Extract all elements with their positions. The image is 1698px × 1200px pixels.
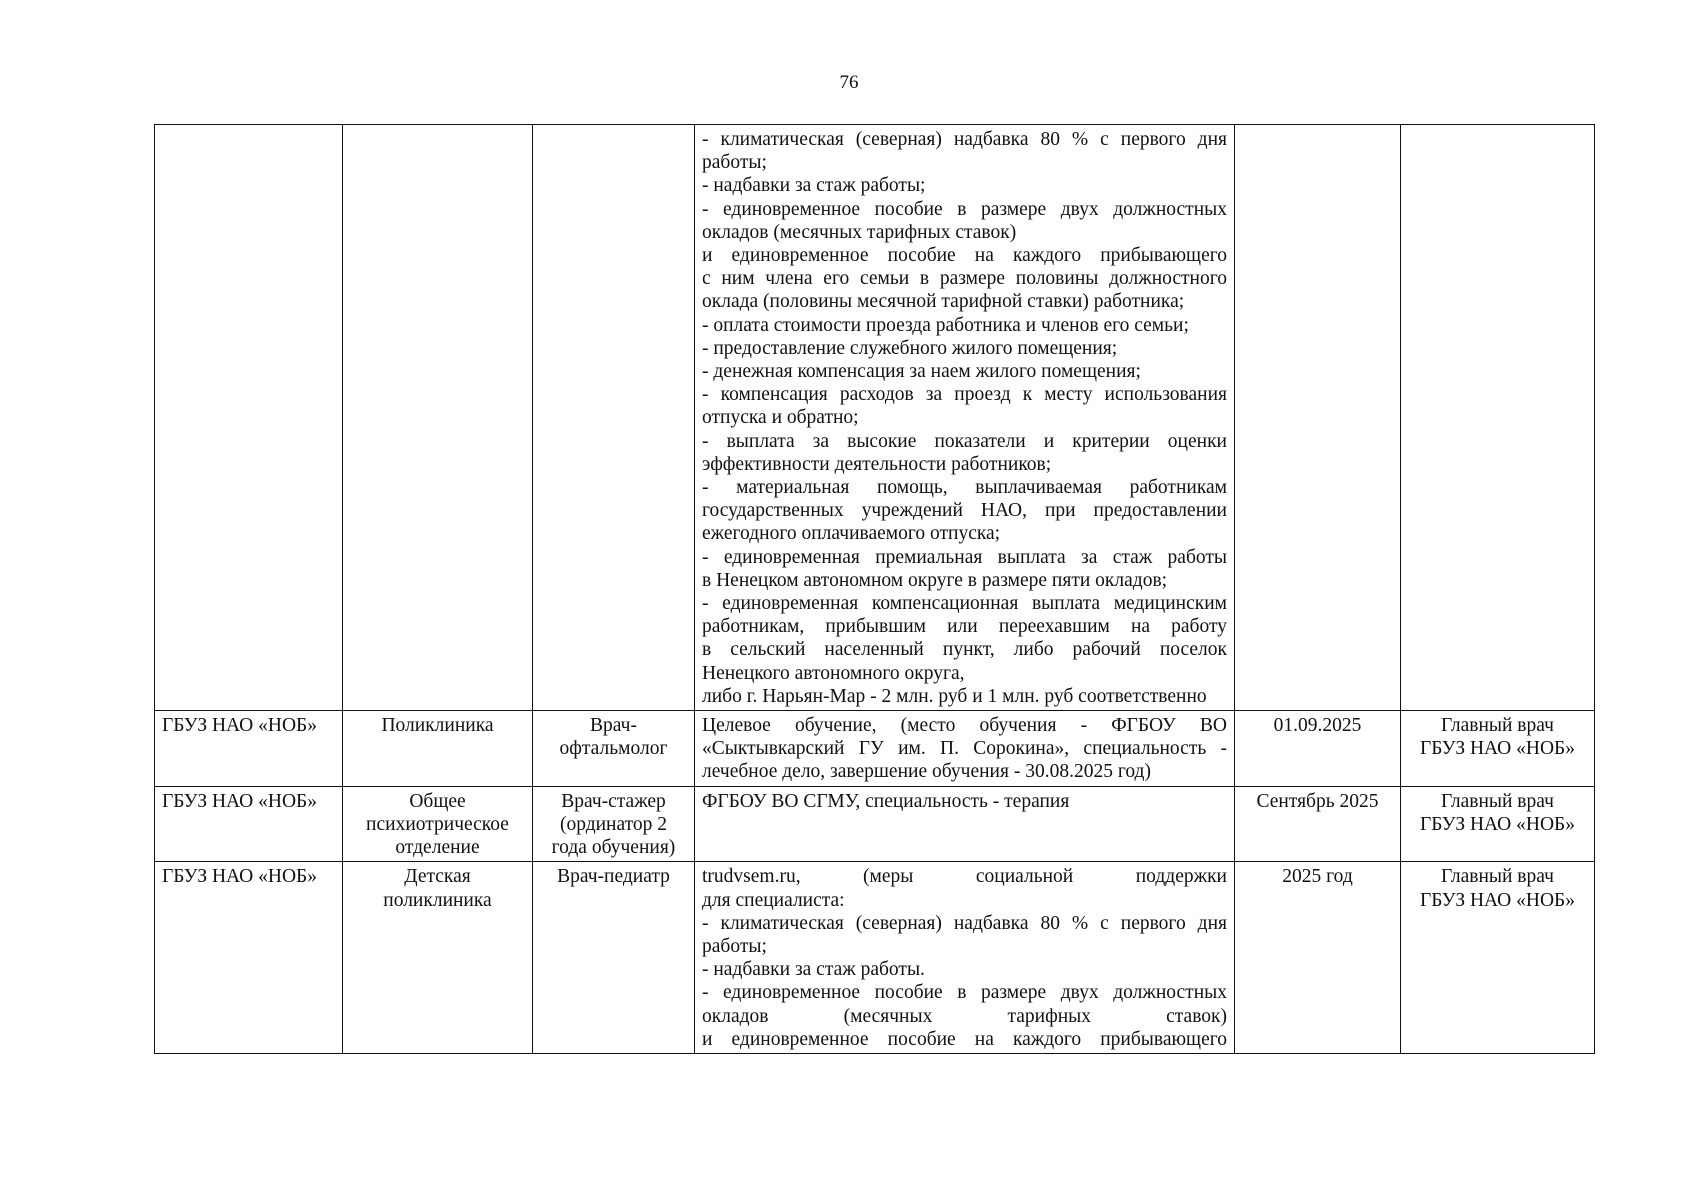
position-cell <box>533 125 695 711</box>
department-cell <box>343 125 533 711</box>
unit-line: Детская <box>404 866 471 888</box>
contact-line: ГБУЗ НАО «НОБ» <box>1420 738 1575 760</box>
description-line: - материальная помощь, выплачиваемая работникам <box>702 477 1227 499</box>
unit-line: поликлиника <box>383 889 492 911</box>
description-cell <box>695 125 1235 711</box>
description-line: и единовременное пособие на каждого прибывающего <box>702 245 1227 267</box>
description-line: для специалиста: <box>702 889 845 911</box>
description-line: отпуска и обратно; <box>702 407 859 429</box>
description-line: и единовременное пособие на каждого прибывающего <box>702 1028 1227 1050</box>
description-line: - единовременная премиальная выплата за стаж работы <box>702 546 1227 568</box>
description-cell <box>695 711 1235 787</box>
description-line: - единовременная компенсационная выплата медицинским <box>702 593 1227 615</box>
table-row <box>155 786 1595 862</box>
contact-line: Главный врач <box>1441 790 1554 812</box>
vacancy-table <box>154 124 1595 1054</box>
description-line: - предоставление служебного жилого помещения; <box>702 337 1118 359</box>
contact-line: Главный врач <box>1441 715 1554 737</box>
description-line: trudvsem.ru, (меры социальной поддержки <box>702 866 1227 888</box>
description-line: ФГБОУ ВО СГМУ, специальность - терапия <box>702 790 1070 812</box>
description-line: работы; <box>702 935 767 957</box>
table-row <box>155 125 1595 711</box>
position-line: Врач-стажер <box>561 790 666 812</box>
description-line: «Сыктывкарский ГУ им. П. Сорокина», специальность - <box>702 738 1227 760</box>
position-line: офтальмолог <box>559 738 668 760</box>
position-cell <box>533 786 695 862</box>
start-date-cell: Сентябрь 2025 <box>1235 786 1401 862</box>
description-line: - надбавки за стаж работы. <box>702 959 925 981</box>
contact-cell <box>1401 862 1595 1054</box>
description-line: окладов (месячных тарифных ставок) <box>702 1005 1227 1027</box>
position-line: года обучения) <box>551 837 676 859</box>
description-line: оклада (половины месячной тарифной ставки) работника; <box>702 291 1185 313</box>
description-line: - единовременное пособие в размере двух должностных <box>702 982 1227 1004</box>
table-row <box>155 711 1595 787</box>
start-date-cell <box>1235 125 1401 711</box>
position-cell <box>533 862 695 1054</box>
description-line: - единовременное пособие в размере двух должностных <box>702 198 1227 220</box>
description-line: - компенсация расходов за проезд к месту использования <box>702 384 1227 406</box>
contact-line: ГБУЗ НАО «НОБ» <box>1420 889 1575 911</box>
organization-cell: ГБУЗ НАО «НОБ» <box>155 786 343 862</box>
description-line: либо г. Нарьян-Мар - 2 млн. руб и 1 млн. руб соответственно <box>702 685 1207 707</box>
contact-cell <box>1401 711 1595 787</box>
description-line: в сельский населенный пункт, либо рабочий поселок <box>702 639 1227 661</box>
description-cell <box>695 786 1235 862</box>
description-line: в Ненецком автономном округе в размере пяти окладов; <box>702 569 1168 591</box>
description-line: - климатическая (северная) надбавка 80 % с первого дня <box>702 129 1227 150</box>
contact-line: ГБУЗ НАО «НОБ» <box>1420 813 1575 835</box>
page-number: 76 <box>839 72 859 93</box>
table-row <box>155 862 1595 1054</box>
position-line: Врач- <box>590 715 637 737</box>
organization-cell: ГБУЗ НАО «НОБ» <box>155 862 343 1054</box>
description-cell <box>695 862 1235 1054</box>
department-cell <box>343 862 533 1054</box>
vacancy-table-body <box>155 125 1595 1054</box>
description-line: работы; <box>702 152 767 174</box>
start-date-cell: 2025 год <box>1235 862 1401 1054</box>
unit-line: Общее <box>409 790 466 812</box>
description-line: Ненецкого автономного округа, <box>702 662 965 684</box>
description-line: окладов (месячных тарифных ставок) <box>702 221 1017 243</box>
description-line: с ним члена его семьи в размере половины должностного <box>702 268 1227 290</box>
description-line: лечебное дело, завершение обучения - 30.08.2025 год) <box>702 761 1151 783</box>
contact-cell <box>1401 786 1595 862</box>
unit-line: отделение <box>395 837 480 859</box>
department-cell <box>343 711 533 787</box>
position-line: (ординатор 2 <box>559 813 668 835</box>
organization-cell: ГБУЗ НАО «НОБ» <box>155 711 343 787</box>
unit-line: психиотрическое <box>366 813 509 835</box>
organization-cell <box>155 125 343 711</box>
department-cell <box>343 786 533 862</box>
description-line: эффективности деятельности работников; <box>702 453 1052 475</box>
description-line: ежегодного оплачиваемого отпуска; <box>702 523 1001 545</box>
description-line: - денежная компенсация за наем жилого помещения; <box>702 361 1141 383</box>
unit-line: Поликлиника <box>381 715 494 737</box>
description-line: - климатическая (северная) надбавка 80 % с первого дня <box>702 912 1227 934</box>
description-line: работникам, прибывшим или переехавшим на работу <box>702 616 1227 638</box>
description-line: - надбавки за стаж работы; <box>702 175 926 197</box>
contact-line: Главный врач <box>1441 866 1554 888</box>
description-line: государственных учреждений НАО, при предоставлении <box>702 500 1227 522</box>
description-line: - выплата за высокие показатели и критерии оценки <box>702 430 1227 452</box>
description-line: Целевое обучение, (место обучения - ФГБОУ ВО <box>702 715 1227 737</box>
contact-cell <box>1401 125 1595 711</box>
description-line: - оплата стоимости проезда работника и членов его семьи; <box>702 314 1189 336</box>
position-cell <box>533 711 695 787</box>
position-line: Врач-педиатр <box>557 866 670 888</box>
start-date-cell: 01.09.2025 <box>1235 711 1401 787</box>
